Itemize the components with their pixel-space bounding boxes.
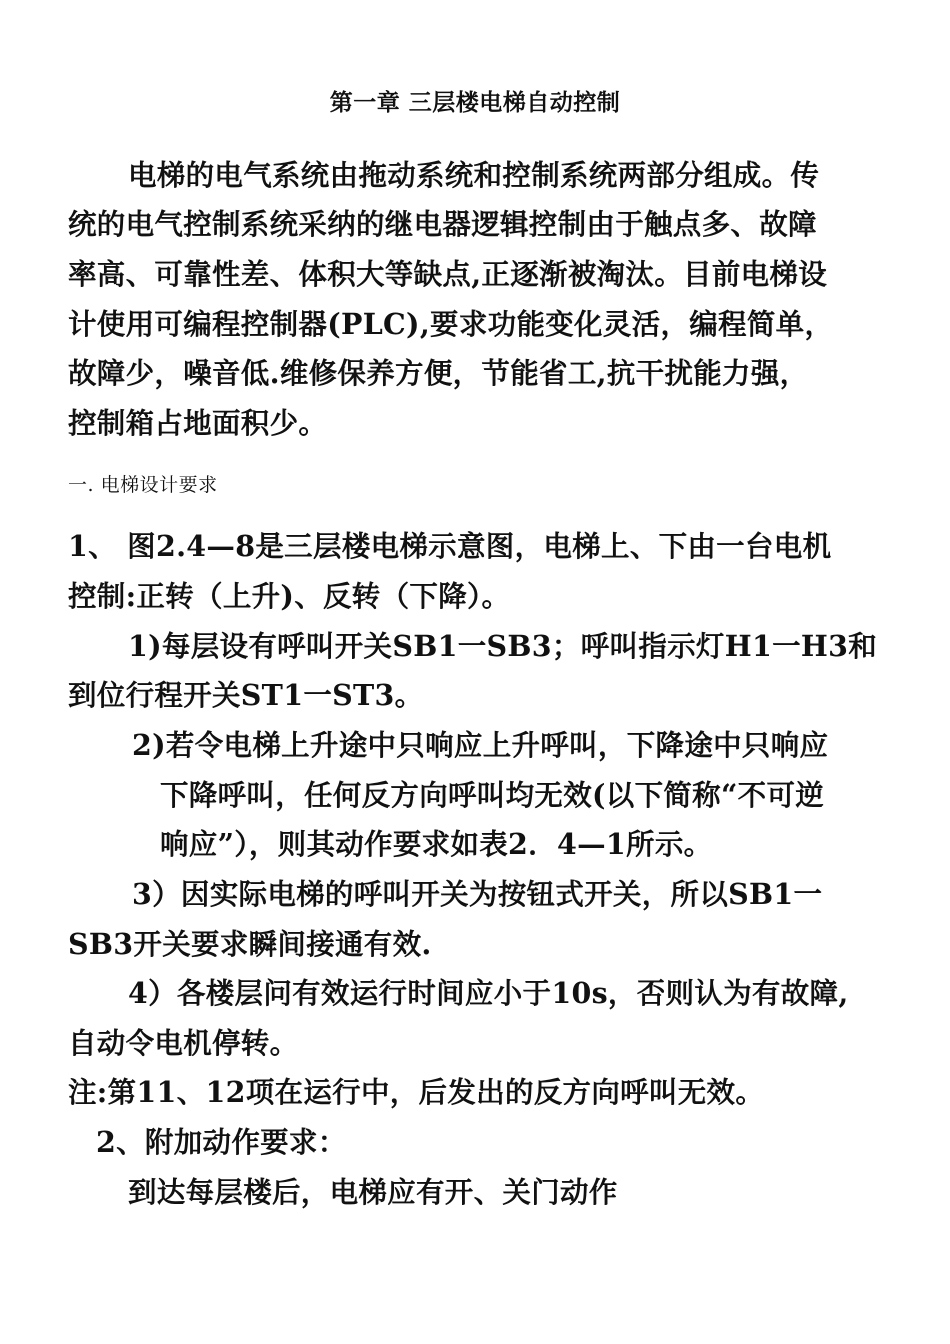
intro-line-1: 电梯的电气系统由拖动系统和控制系统两部分组成。传 (128, 158, 820, 192)
requirement-line-3: 1)每层设有呼叫开关SB1一SB3；呼叫指示灯H1一H3和 (128, 629, 878, 663)
requirement-line-1: 1、 图2.4—8是三层楼电梯示意图，电梯上、下由一台电机 (68, 529, 832, 563)
requirement-line-5: 2)若令电梯上升途中只响应上升呼叫，下降途中只响应 (132, 728, 829, 762)
requirement-line-11: 自动令电机停转。 (68, 1026, 299, 1060)
requirement-line-13: 2、附加动作要求： (96, 1125, 347, 1159)
intro-line-6: 控制箱占地面积少。 (68, 406, 328, 440)
requirement-line-10: 4）各楼层问有效运行时间应小于10s，否则认为有故障, (128, 976, 849, 1010)
requirement-line-14: 到达每层楼后，电梯应有开、关门动作 (128, 1175, 618, 1209)
requirement-line-8: 3）因实际电梯的呼叫开关为按钮式开关，所以SB1一 (132, 877, 823, 911)
requirement-line-6: 下降呼叫，任何反方向呼叫均无效(以下简称“不可逆 (160, 778, 825, 812)
section-heading: 一. 电梯设计要求 (68, 474, 218, 496)
chapter-title: 第一章 三层楼电梯自动控制 (329, 89, 621, 116)
intro-line-3: 率高、可靠性差、体积大等缺点,正逐渐被淘汰。目前电梯设 (68, 257, 828, 291)
requirement-line-9: SB3开关要求瞬间接通有效. (68, 927, 432, 961)
requirement-line-4: 到位行程开关ST1一ST3。 (68, 678, 424, 712)
intro-line-2: 统的电气控制系统采纳的继电器逻辑控制由于触点多、故障 (68, 207, 817, 241)
requirement-line-7: 响应”），则其动作要求如表2．4—1所示。 (160, 827, 713, 861)
intro-line-5: 故障少，噪音低.维修保养方便，节能省工,抗干扰能力强， (68, 356, 809, 390)
requirement-line-2: 控制:正转（上升)、反转（下降）。 (68, 579, 511, 613)
intro-line-4: 计使用可编程控制器(PLC),要求功能变化灵活，编程简单， (68, 307, 834, 341)
requirement-note: 注:第11、12项在运行中，后发出的反方向呼叫无效。 (68, 1075, 765, 1109)
